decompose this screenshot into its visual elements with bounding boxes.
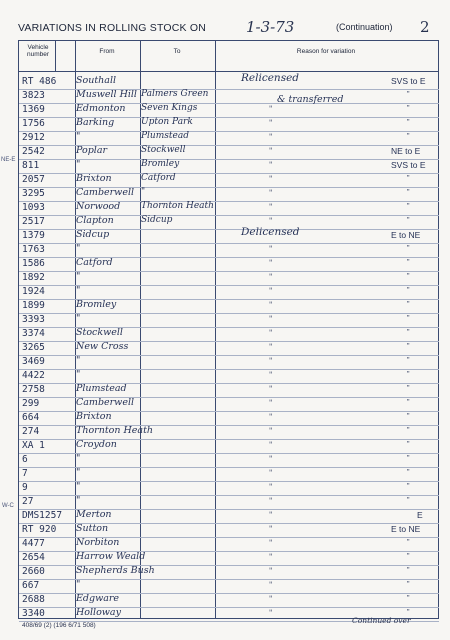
to-garage: Plumstead: [141, 131, 189, 141]
to-garage: Upton Park: [141, 117, 193, 127]
from-garage: Camberwell: [76, 187, 135, 198]
category-code: ": [407, 441, 410, 448]
vehicle-number: 299: [22, 398, 40, 409]
from-garage: Thornton Heath: [76, 425, 154, 436]
from-garage: Plumstead: [76, 383, 127, 394]
category-code: ": [407, 385, 410, 392]
category-code: ": [407, 609, 410, 616]
from-garage: Norbiton: [76, 537, 120, 548]
from-garage: ": [76, 159, 81, 170]
from-garage: Catford: [76, 257, 113, 268]
category-code: ": [407, 315, 410, 322]
from-garage: Camberwell: [76, 397, 135, 408]
reason-text: ": [269, 371, 273, 379]
vehicle-number: 27: [22, 496, 34, 507]
margin-note: NE-E: [1, 157, 16, 163]
from-garage: ": [76, 285, 81, 296]
reason-text: ": [269, 553, 273, 561]
vehicle-number: 1756: [22, 118, 45, 129]
vehicle-number: 1093: [22, 202, 45, 213]
from-garage: Sidcup: [76, 229, 110, 240]
reason-text: ": [269, 273, 273, 281]
reason-text: ": [269, 147, 273, 155]
reason-text: ": [269, 315, 273, 323]
vehicle-number: 2654: [22, 552, 45, 563]
reason-text: ": [269, 581, 273, 589]
category-code: ": [407, 581, 410, 588]
vehicle-number: 2057: [22, 174, 45, 185]
reason-text: Delicensed: [241, 226, 300, 238]
from-garage: Poplar: [76, 145, 108, 156]
col-header-to: To: [173, 48, 181, 55]
from-garage: New Cross: [76, 341, 129, 352]
reason-text: ": [269, 329, 273, 337]
grid-line: [55, 41, 56, 71]
reason-text: ": [269, 161, 273, 169]
continued-note: Continued over: [352, 616, 411, 625]
to-garage: Catford: [141, 173, 176, 183]
vehicle-number: 2517: [22, 216, 45, 227]
reason-text: ": [269, 203, 273, 211]
from-garage: ": [76, 243, 81, 254]
from-garage: Shepherds Bush: [76, 565, 155, 576]
from-garage: ": [76, 495, 81, 506]
from-garage: ": [76, 369, 81, 380]
page-number: 2: [420, 18, 430, 36]
reason-text: ": [269, 595, 273, 603]
vehicle-number: 2660: [22, 566, 45, 577]
reason-text: ": [269, 469, 273, 477]
reason-text: ": [269, 539, 273, 547]
reason-text: ": [269, 483, 273, 491]
category-code: ": [407, 413, 410, 420]
reason-text: ": [269, 609, 273, 617]
form-number: 408/69 (2) (196 6/71 508): [22, 622, 96, 629]
vehicle-number: 1586: [22, 258, 45, 269]
category-code: ": [407, 329, 410, 336]
from-garage: Harrow Weald: [76, 551, 146, 562]
from-garage: Muswell Hill: [76, 89, 137, 100]
reason-text: ": [269, 525, 273, 533]
category-code: ": [407, 539, 410, 546]
vehicle-number: 3295: [22, 188, 45, 199]
category-code: ": [407, 245, 410, 252]
category-code: ": [407, 175, 410, 182]
to-garage: ": [141, 187, 146, 197]
category-code: ": [407, 567, 410, 574]
category-code: ": [407, 189, 410, 196]
from-garage: ": [76, 355, 81, 366]
reason-text: ": [269, 567, 273, 575]
to-garage: Sidcup: [141, 215, 173, 225]
continuation-label: (Continuation): [336, 22, 393, 32]
vehicle-number: 7: [22, 468, 28, 479]
from-garage: Stockwell: [76, 327, 123, 338]
category-code: NE to E: [391, 146, 421, 156]
from-garage: ": [76, 313, 81, 324]
category-code: ": [407, 399, 410, 406]
reason-text: ": [269, 217, 273, 225]
reason-text: ": [269, 497, 273, 505]
vehicle-number: 6: [22, 454, 28, 465]
vehicle-number: 3469: [22, 356, 45, 367]
vehicle-number: 274: [22, 426, 40, 437]
from-garage: Brixton: [76, 411, 112, 422]
category-code: ": [407, 427, 410, 434]
vehicle-number: 1369: [22, 104, 45, 115]
vehicle-number: 811: [22, 160, 40, 171]
vehicle-number: 667: [22, 580, 40, 591]
col-header-vehicle: Vehicle number: [26, 44, 50, 58]
reason-text: ": [269, 105, 273, 113]
vehicle-number: 3823: [22, 90, 45, 101]
category-code: ": [407, 497, 410, 504]
category-code: ": [407, 119, 410, 126]
from-garage: ": [76, 467, 81, 478]
category-code: ": [407, 91, 410, 98]
from-garage: Clapton: [76, 215, 114, 226]
from-garage: ": [76, 481, 81, 492]
from-garage: ": [76, 579, 81, 590]
reason-text: Relicensed: [241, 72, 300, 84]
from-garage: Edgware: [76, 593, 120, 604]
category-code: ": [407, 203, 410, 210]
variations-table: [18, 40, 439, 619]
category-code: E to NE: [391, 524, 421, 534]
reason-text: ": [269, 455, 273, 463]
vehicle-number: 2758: [22, 384, 45, 395]
category-code: ": [407, 595, 410, 602]
reason-text: ": [269, 301, 273, 309]
from-garage: Brixton: [76, 173, 112, 184]
category-code: SVS to E: [391, 76, 426, 86]
from-garage: Holloway: [76, 607, 121, 618]
from-garage: Norwood: [76, 201, 121, 212]
margin-note: W-C: [2, 503, 14, 509]
vehicle-number: RT 486: [22, 76, 57, 87]
reason-text: ": [269, 441, 273, 449]
category-code: ": [407, 287, 410, 294]
vehicle-number: 4477: [22, 538, 45, 549]
reason-text: ": [269, 399, 273, 407]
reason-text: ": [269, 189, 273, 197]
from-garage: ": [76, 453, 81, 464]
category-code: ": [407, 301, 410, 308]
reason-text: ": [269, 511, 273, 519]
vehicle-number: 9: [22, 482, 28, 493]
reason-text: ": [269, 413, 273, 421]
category-code: ": [407, 105, 410, 112]
from-garage: Merton: [76, 509, 112, 520]
reason-text: ": [269, 259, 273, 267]
from-garage: Sutton: [76, 523, 109, 534]
form-header: [18, 18, 438, 38]
vehicle-number: 2912: [22, 132, 45, 143]
to-garage: Stockwell: [141, 145, 186, 155]
vehicle-number: 664: [22, 412, 40, 423]
vehicle-number: RT 920: [22, 524, 57, 535]
category-code: ": [407, 553, 410, 560]
grid-line: [19, 71, 439, 72]
reason-text: ": [269, 343, 273, 351]
from-garage: ": [76, 131, 81, 142]
from-garage: Barking: [76, 117, 115, 128]
vehicle-number: 2688: [22, 594, 45, 605]
reason-text: ": [269, 427, 273, 435]
vehicle-number: 3374: [22, 328, 45, 339]
vehicle-number: 1379: [22, 230, 45, 241]
form-date: 1-3-73: [246, 18, 295, 36]
category-code: E to NE: [391, 230, 421, 240]
category-code: ": [407, 483, 410, 490]
category-code: ": [407, 217, 410, 224]
from-garage: Bromley: [76, 299, 117, 310]
to-garage: Bromley: [141, 159, 180, 169]
from-garage: Edmonton: [76, 103, 126, 114]
vehicle-number: 3393: [22, 314, 45, 325]
vehicle-number: 3340: [22, 608, 45, 619]
vehicle-number: XA 1: [22, 440, 45, 451]
vehicle-number: 2542: [22, 146, 45, 157]
from-garage: Croydon: [76, 439, 117, 450]
category-code: ": [407, 455, 410, 462]
vehicle-number: 1899: [22, 300, 45, 311]
to-garage: Palmers Green: [141, 89, 209, 99]
category-code: ": [407, 371, 410, 378]
reason-text-continued: & transferred: [277, 94, 344, 105]
vehicle-number: DMS1257: [22, 510, 63, 521]
category-code: ": [407, 343, 410, 350]
category-code: ": [407, 259, 410, 266]
category-code: ": [407, 469, 410, 476]
to-garage: Thornton Heath: [141, 201, 214, 211]
to-garage: Seven Kings: [141, 103, 198, 113]
from-garage: ": [76, 271, 81, 282]
col-header-reason: Reason for variation: [296, 48, 356, 55]
category-code: E: [417, 510, 423, 520]
col-header-from: From: [99, 48, 115, 55]
from-garage: Southall: [76, 75, 117, 86]
vehicle-number: 1924: [22, 286, 45, 297]
reason-text: ": [269, 287, 273, 295]
reason-text: ": [269, 119, 273, 127]
reason-text: ": [269, 175, 273, 183]
category-code: ": [407, 357, 410, 364]
reason-text: ": [269, 133, 273, 141]
vehicle-number: 1892: [22, 272, 45, 283]
category-code: SVS to E: [391, 160, 426, 170]
reason-text: ": [269, 357, 273, 365]
vehicle-number: 1763: [22, 244, 45, 255]
vehicle-number: 3265: [22, 342, 45, 353]
reason-text: ": [269, 385, 273, 393]
form-title: VARIATIONS IN ROLLING STOCK ON: [18, 22, 207, 34]
category-code: ": [407, 273, 410, 280]
vehicle-number: 4422: [22, 370, 45, 381]
reason-text: ": [269, 245, 273, 253]
category-code: ": [407, 133, 410, 140]
